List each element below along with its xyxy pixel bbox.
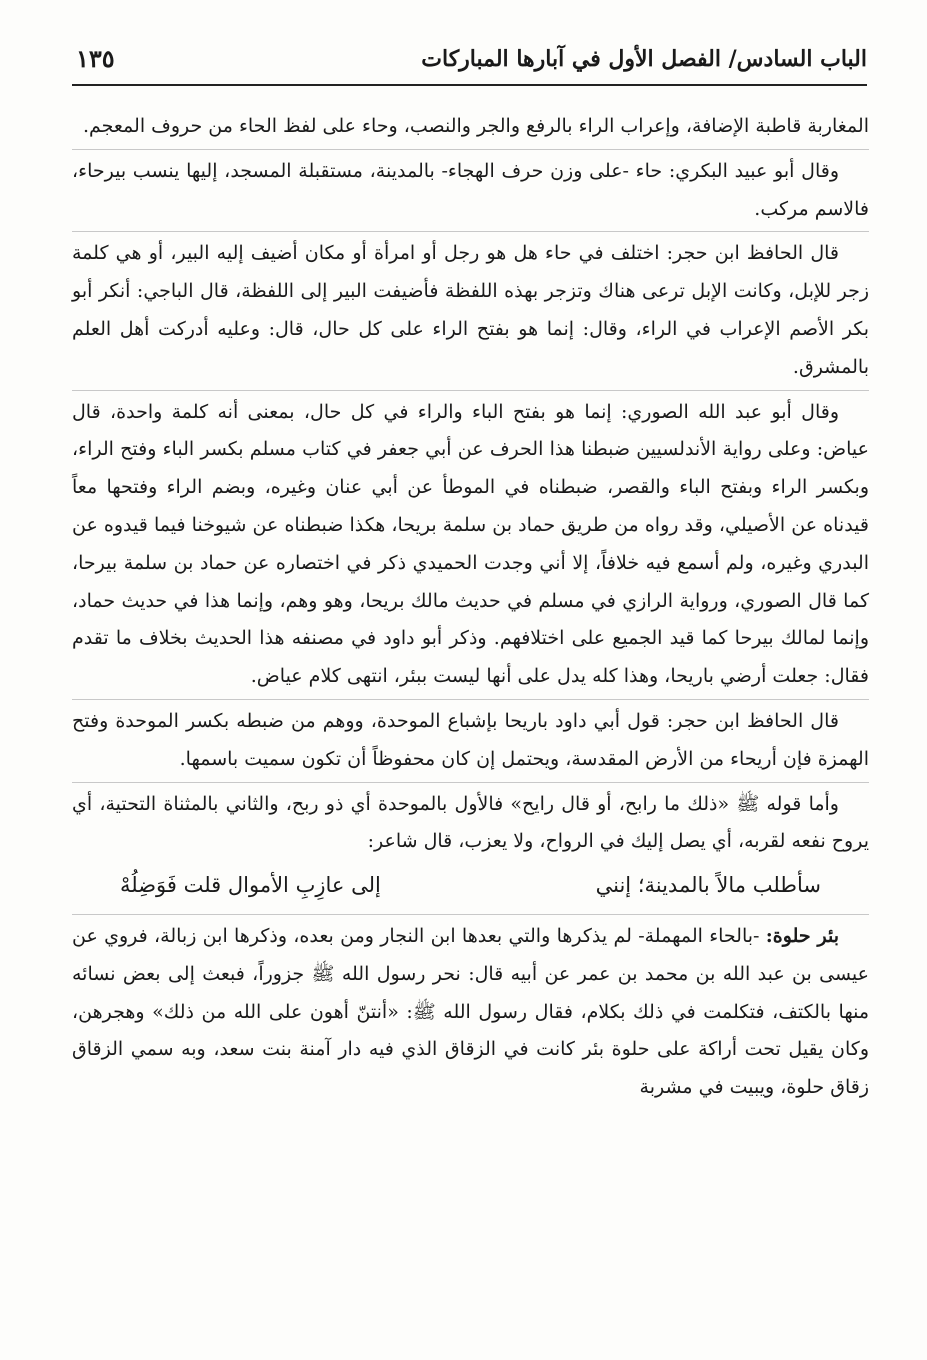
paragraph-divider <box>72 149 869 150</box>
page-body <box>72 108 869 1107</box>
paragraph-divider <box>72 390 869 391</box>
paragraph-6: وأما قوله ﷺ «ذلك ما رابح، أو قال رايح» فالأول بالموحدة أي ذو ربح، والثاني بالمثناة التحتية، أي يروح نفعه لقربه، أي يصل إليك في الرواح، ولا يعزب، قال شاعر: <box>72 792 869 853</box>
paragraph-divider <box>72 231 869 232</box>
entry-text: -بالحاء المهملة- لم يذكرها والتي بعدها ابن النجار ومن بعده، وذكرها ابن زبالة، فروي عن عيسى بن عبد الله بن محمد بن عمر عن أبيه قال: نحر رسول الله ﷺ جزوراً، فبعث إلى بعض نسائه منها بالكتف، فتكلمت في ذلك بكلام، فقال رسول الله ﷺ: «أنتنّ أهون على الله من ذلك» وهجرهن، وكان يقيل تحت أراكة على حلوة بئر كانت في الزقاق الذي فيه دار آمنة بنت سعد، وبه سمي الزقاق زقاق حلوة، ويبيت في مشربة <box>72 924 869 1099</box>
paragraph-divider <box>72 914 869 915</box>
page-number: ١٣٥ <box>76 44 115 73</box>
paragraph-2: وقال أبو عبيد البكري: حاء -على وزن حرف الهجاء- بالمدينة، مستقبلة المسجد، إليها ينسب بيرحاء، فالاسم مركب. <box>72 159 869 220</box>
paragraph-5: قال الحافظ ابن حجر: قول أبي داود باريحا بإشباع الموحدة، ووهم من ضبطه بكسر الموحدة وفتح الهمزة فإن أريحاء من الأرض المقدسة، ويحتمل إن كان محفوظاً أن تكون سميت باسمها. <box>72 709 869 770</box>
paragraph-4: وقال أبو عبد الله الصوري: إنما هو بفتح الباء والراء في كل حال، بمعنى أنه كلمة واحدة، قال عياض: وعلى رواية الأندلسيين ضبطنا هذا الحرف عن أبي جعفر في كتاب مسلم بكسر الباء وفتح الراء، وبكسر الراء وبفتح الباء والقصر، ضبطناه في الموطأ عن أبي عنان وغيره، وبضم الراء وفتحها معاً قيدناه عن الأصيلي، وقد رواه من طريق حماد بن سلمة بريحا، هكذا ضبطناه عن شيوخنا فيما قيدوه عن البدري وغيره، ولم أسمع فيه خلافاً، إلا أني وجدت الحميدي ذكر في اختصاره عن حماد بن سلمة بيرحا، كما قال الصوري، ورواية الرازي في مسلم في حديث مالك بريحا، وهو وهم، وإنما هذا في حديث حماد، وإنما لمالك بيرحا كما قيد الجميع على اختلافهم. وذكر أبو داود في مصنفه هذا الحديث بخلاف ما تقدم فقال: جعلت أرضي باريحا، وهذا كله يدل على أنها ليست ببئر، انتهى كلام عياض. <box>72 400 869 688</box>
paragraph-1: المغاربة قاطبة الإضافة، وإعراب الراء بالرفع والجر والنصب، وحاء على لفظ الحاء من حروف المعجم. <box>82 115 869 137</box>
paragraph-7 <box>72 918 869 1107</box>
paragraph-divider <box>72 782 869 783</box>
verse-first-hemistich: سأطلب مالاً بالمدينة؛ إنني <box>595 873 821 898</box>
entry-term: بئر حلوة: <box>765 924 839 947</box>
verse-second-hemistich: إلى عازِبِ الأموال قلت فَوَضِلُهْ <box>120 873 381 898</box>
poetry-verse <box>72 861 869 911</box>
running-head: الباب السادس/ الفصل الأول في آبارها المباركات <box>421 46 867 72</box>
page-header <box>72 38 867 86</box>
paragraph-divider <box>72 699 869 700</box>
paragraph-3: قال الحافظ ابن حجر: اختلف في حاء هل هو رجل أو امرأة أو مكان أضيف إليه البير، أو هي كلمة زجر للإبل، وكانت الإبل ترعى هناك وتزجر بهذه اللفظة فأضيفت البير إلى اللفظة، قال الباجي: أنكر أبو بكر الأصم الإعراب في الراء، وقال: إنما هو بفتح الراء على كل حال، قال: وعليه أدركت أهل العلم بالمشرق. <box>72 242 869 378</box>
